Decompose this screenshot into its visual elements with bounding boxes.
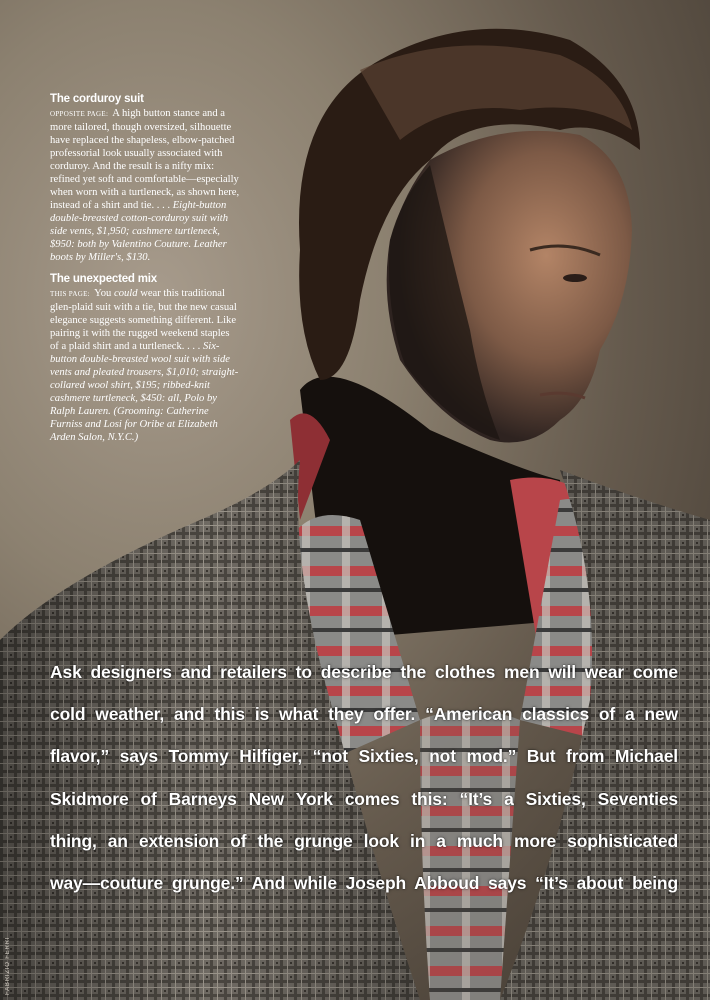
caption-tag: THIS PAGE: <box>50 290 90 298</box>
article-body <box>50 651 678 904</box>
caption-body <box>50 287 240 444</box>
article-line: Ask designers and retailers to describe the clothes men will wear come <box>50 662 678 682</box>
article-line: cold weather, and this is what they offer. “American classics of a new <box>50 704 678 725</box>
photo-credit: FABRIZIO FERRI <box>5 936 11 995</box>
caption-column <box>50 92 240 452</box>
caption-text: wear this traditional glen-plaid suit with a tie, but the new casual elegance suggests something different. Like pairing it with the rugged weekend staples of a plaid shirt and a turtleneck. . . . <box>50 288 237 352</box>
caption-emphasis: could <box>114 288 138 299</box>
caption-text-start: You <box>94 288 112 299</box>
caption-details: Six-button double-breasted wool suit with side vents and pleated trousers, $1,010; straight-collared wool shirt, $195; ribbed-knit cashmere turtleneck, $450: all, Polo by Ralph Lauren. (Grooming: Catherine Furniss and Losi for Oribe at Elizabeth Arden Salon, N.Y.C.) <box>50 341 239 443</box>
article-line: flavor,” says Tommy Hilfiger, “not Sixties, not mod.” But from Michael <box>50 746 678 767</box>
caption-unexpected-mix <box>50 272 240 444</box>
caption-text: A high button stance and a more tailored, though oversized, silhouette have replaced the shapeless, elbow-patched professorial look usually associated with corduroy. And the result is a nifty mix: refined yet soft and comfortable—especially when worn with a turtleneck, as shown here, instead of a shirt and tie. . . . <box>50 108 240 211</box>
caption-details: Eight-button double-breasted cotton-corduroy suit with side vents, $1,950; cashmere turtleneck, $950: both by Valentino Couture. Leather boots by Miller's, $130. <box>50 200 229 263</box>
article-line: thing, an extension of the grunge look in a much more sophisticated <box>50 830 678 851</box>
caption-tag: OPPOSITE PAGE: <box>50 110 109 118</box>
article-line: Skidmore of Barneys New York comes this: “It’s a Sixties, Seventies <box>50 788 678 809</box>
article-line: way—couture grunge.” And while Joseph Abboud says “It’s about being <box>50 872 678 893</box>
caption-heading: The unexpected mix <box>50 273 157 285</box>
caption-heading: The corduroy suit <box>50 93 144 105</box>
caption-body <box>50 107 240 264</box>
caption-corduroy-suit <box>50 92 240 264</box>
